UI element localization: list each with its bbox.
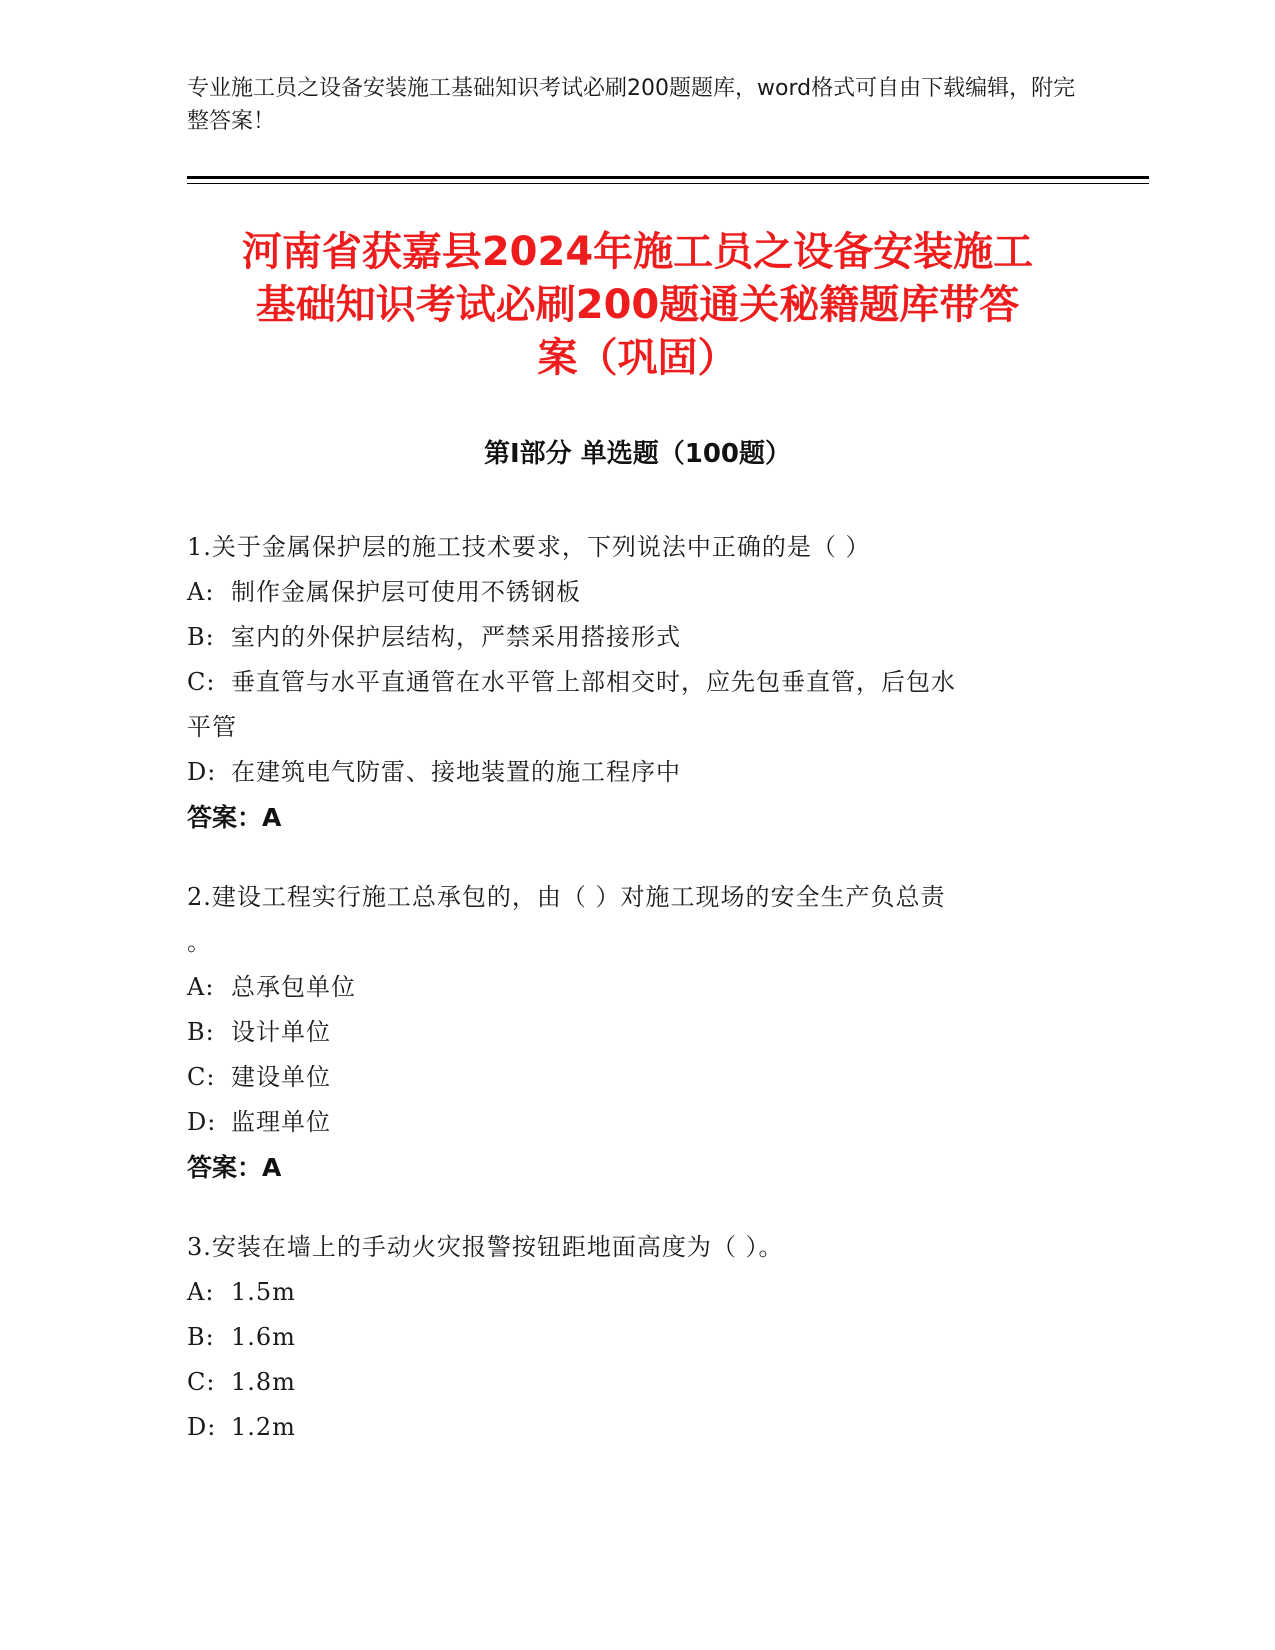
question-stem: 2.建设工程实行施工总承包的，由（ ）对施工现场的安全生产负总责 (187, 883, 946, 911)
question-1 (187, 525, 1087, 840)
option-text: 总承包单位 (231, 973, 356, 1001)
document-title (160, 226, 1115, 385)
question-stem: 1.关于金属保护层的施工技术要求，下列说法中正确的是（ ） (187, 533, 871, 561)
option-label: D: (187, 1108, 217, 1136)
option-text: 1.2m (231, 1413, 296, 1441)
option-text: 建设单位 (231, 1063, 331, 1091)
option-d (187, 1100, 1087, 1145)
option-a (187, 1270, 1087, 1315)
answer: 答案：A (187, 803, 282, 832)
question-2 (187, 875, 1087, 1190)
option-label: B: (187, 623, 215, 651)
option-label: D: (187, 758, 217, 786)
option-text: 监理单位 (231, 1108, 331, 1136)
option-label: C: (187, 1368, 216, 1396)
question-list (187, 525, 1087, 1485)
option-c (187, 1055, 1087, 1100)
option-c (187, 1360, 1087, 1405)
option-d (187, 750, 1087, 795)
option-text: 室内的外保护层结构，严禁采用搭接形式 (231, 623, 681, 651)
option-c-continuation: 平管 (187, 713, 237, 741)
option-text: 1.6m (231, 1323, 296, 1351)
option-d (187, 1405, 1087, 1450)
option-b (187, 615, 1087, 660)
title-line-1: 河南省获嘉县2024年施工员之设备安装施工 (241, 229, 1034, 275)
option-label: C: (187, 1063, 216, 1091)
option-label: A: (187, 973, 215, 1001)
header-note: 专业施工员之设备安装施工基础知识考试必刷200题题库，word格式可自由下载编辑，附完整答案！ (187, 76, 1076, 134)
title-line-2: 基础知识考试必刷200题通关秘籍题库带答 (255, 282, 1020, 328)
option-label: C: (187, 668, 216, 696)
title-line-3: 案（巩固） (537, 335, 738, 381)
option-text: 设计单位 (231, 1018, 331, 1046)
option-label: A: (187, 1278, 215, 1306)
option-a (187, 965, 1087, 1010)
option-text: 制作金属保护层可使用不锈钢板 (231, 578, 581, 606)
option-text: 垂直管与水平直通管在水平管上部相交时，应先包垂直管，后包水 (231, 668, 956, 696)
option-c (187, 660, 1087, 705)
option-text: 1.5m (231, 1278, 296, 1306)
option-label: B: (187, 1018, 215, 1046)
answer: 答案：A (187, 1153, 282, 1182)
option-text: 1.8m (231, 1368, 296, 1396)
option-label: A: (187, 578, 215, 606)
option-b (187, 1010, 1087, 1055)
question-3 (187, 1225, 1087, 1450)
option-label: B: (187, 1323, 215, 1351)
header-rule-thick (187, 176, 1149, 179)
question-stem: 3.安装在墙上的手动火灾报警按钮距地面高度为（ ）。 (187, 1233, 784, 1261)
header-rule-thin (187, 183, 1149, 184)
option-a (187, 570, 1087, 615)
question-stem-continuation: 。 (187, 928, 212, 956)
option-b (187, 1315, 1087, 1360)
section-title: 第Ⅰ部分 单选题（100题） (484, 439, 791, 469)
option-text: 在建筑电气防雷、接地装置的施工程序中 (231, 758, 681, 786)
option-label: D: (187, 1413, 217, 1441)
